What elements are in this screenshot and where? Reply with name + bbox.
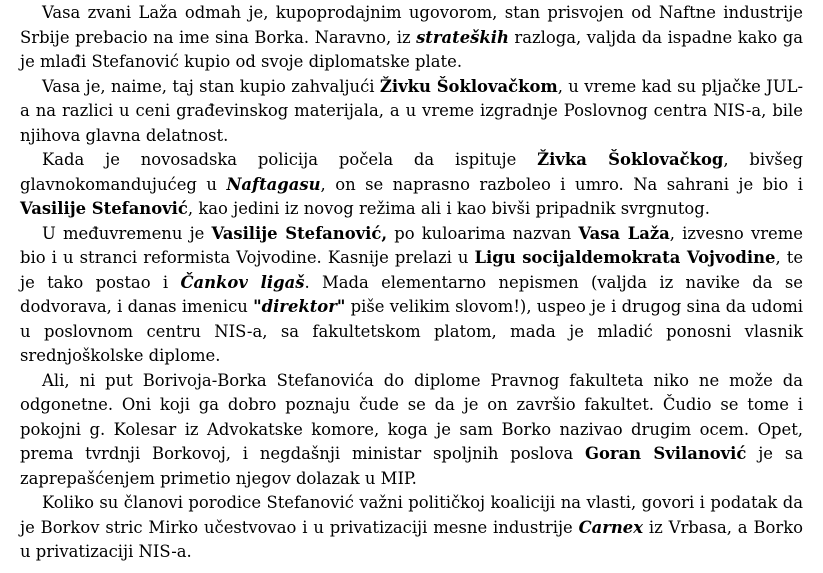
emphasis-bold: Vasa Laža: [578, 223, 670, 243]
emphasis-bold: Živka Šoklovačkog: [537, 150, 724, 169]
article-body: [20, 1, 803, 565]
text-run: Koliko su članovi porodice Stefanović važni političkoj koaliciji na vlasti, govori i podatak da je Borkov stric Mirko učestvovao i u privatizaciji mesne industrije: [20, 493, 803, 537]
emphasis-bold-italic: strateških: [416, 27, 509, 47]
text-run: Vasa je, naime, taj stan kupio zahvaljući: [42, 76, 380, 96]
paragraph: [20, 75, 803, 149]
emphasis-bold: Vasilije Stefanović: [20, 199, 188, 218]
text-run: , izvesno vreme bio i u stranci reformista Vojvodine. Kasnije prelazi u: [20, 223, 803, 267]
text-run: razloga, valjda da ispadne kako ga je mlađi Stefanović kupio od svoje diplomatske plate.: [20, 27, 803, 71]
emphasis-bold: Goran Svilanović: [584, 444, 747, 463]
text-run: , u vreme kad su pljačke JUL-a na razlici u ceni građevinskog materijala, a u vreme izgradnje Poslovnog centra NIS-a, bile njihova glavna delatnost.: [20, 76, 803, 145]
text-run: U međuvremenu je: [42, 223, 212, 243]
paragraph: [20, 369, 803, 492]
text-run: iz Vrbasa, a Borko u privatizaciji NIS-a.: [20, 517, 803, 561]
text-run: , on se naprasno razboleo i umro. Na sahrani je bio i: [320, 174, 803, 194]
emphasis-bold: Ligu socijaldemokrata Vojvodine: [474, 248, 776, 267]
emphasis-bold: Vasilije Stefanović,: [211, 223, 388, 243]
paragraph: [20, 491, 803, 565]
paragraph: [20, 222, 803, 369]
emphasis-bold: Živku Šoklovačkom: [379, 76, 558, 96]
text-run: , kao jedini iz novog režima ali i kao bivši pripadnik svrgnutog.: [187, 199, 711, 218]
text-run: je sa zaprepašćenjem primetio njegov dolazak u MIP.: [20, 444, 803, 488]
paragraph: [20, 148, 803, 222]
text-run: , bivšeg glavnokomandujućeg u: [20, 150, 803, 194]
text-run: Vasa zvani Laža odmah je, kupoprodajnim ugovorom, stan prisvojen od Naftne industrije Srbije prebacio na ime sina Borka. Naravno, iz: [20, 3, 803, 47]
text-run: Kada je novosadska policija počela da ispituje: [42, 150, 538, 169]
text-run: piše velikim slovom!), uspeo je i drugog sina da udomi u poslovnom centru NIS-a, sa fakultetskom platom, mada je mladić ponosni vlasnik srednjoškolske diplome.: [20, 297, 803, 365]
emphasis-bold-italic: Naftagasu: [226, 174, 321, 194]
emphasis-bold-italic: Čankov ligaš: [180, 272, 305, 292]
text-run: Ali, ni put Borivoja-Borka Stefanovića do diplome Pravnog fakulteta niko ne može da odgonetne. Oni koji ga dobro poznaju čude se da je on završio fakultet. Čudio se tome i pokojni g. Kolesar iz Advokatske komore, koga je sam Borko nazivao drugim ocem. Opet, prema tvrdnji Borkovoj, i negdašnji ministar spoljnih poslova: [20, 370, 803, 463]
text-run: po kuloarima nazvan: [387, 223, 579, 243]
text-run: , te je tako postao i: [20, 248, 804, 292]
paragraph: [20, 1, 803, 75]
text-run: . Mada elementarno nepismen (valjda iz navike da se dodvorava, i danas imenicu: [20, 272, 803, 316]
emphasis-bold-italic: "direktor": [253, 297, 346, 316]
emphasis-bold-italic: Carnex: [578, 517, 644, 537]
